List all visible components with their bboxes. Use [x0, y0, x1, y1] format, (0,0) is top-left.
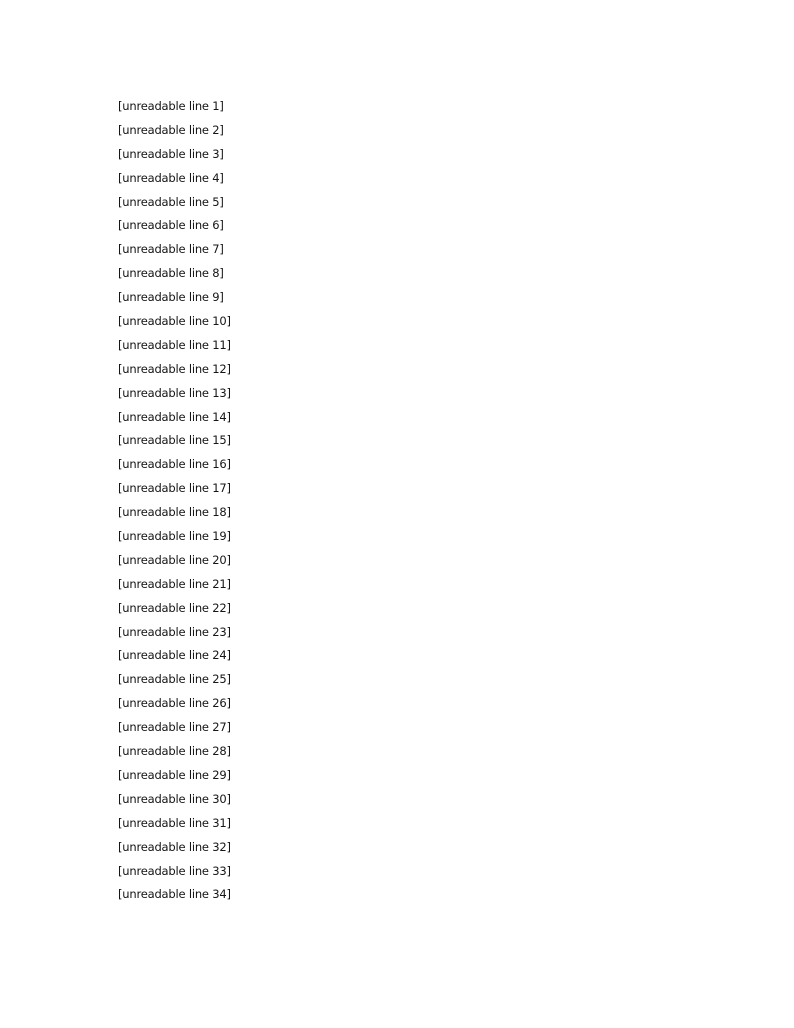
text-line: [unreadable line 6] [118, 218, 224, 233]
text-line: [unreadable line 18] [118, 505, 231, 520]
text-line: [unreadable line 7] [118, 242, 224, 257]
text-line: [unreadable line 17] [118, 481, 231, 496]
text-line: [unreadable line 25] [118, 672, 231, 687]
text-line: [unreadable line 11] [118, 337, 231, 352]
text-line: [unreadable line 26] [118, 696, 231, 711]
text-line: [unreadable line 12] [118, 361, 231, 376]
text-line: [unreadable line 8] [118, 266, 224, 281]
text-line: [unreadable line 27] [118, 720, 231, 735]
text-line: [unreadable line 2] [118, 122, 224, 137]
text-line: [unreadable line 4] [118, 170, 224, 185]
text-line: [unreadable line 22] [118, 600, 231, 615]
text-line: [unreadable line 15] [118, 433, 231, 448]
text-line: [unreadable line 29] [118, 767, 231, 782]
text-line: [unreadable line 13] [118, 385, 231, 400]
text-line: [unreadable line 10] [118, 314, 231, 329]
text-line: [unreadable line 23] [118, 624, 231, 639]
text-line: [unreadable line 21] [118, 576, 231, 591]
text-line: [unreadable line 32] [118, 839, 231, 854]
text-line: [unreadable line 30] [118, 791, 231, 806]
text-line: [unreadable line 31] [118, 815, 231, 830]
text-line: [unreadable line 14] [118, 409, 231, 424]
text-line: [unreadable line 24] [118, 648, 231, 663]
text-line: [unreadable line 28] [118, 744, 231, 759]
text-line: [unreadable line 5] [118, 194, 224, 209]
text-line: [unreadable line 34] [118, 887, 231, 902]
text-line: [unreadable line 1] [118, 99, 224, 113]
text-line: [unreadable line 16] [118, 457, 231, 472]
text-line: [unreadable line 19] [118, 529, 231, 544]
text-line: [unreadable line 3] [118, 146, 224, 161]
text-line: [unreadable line 33] [118, 863, 231, 878]
text-line: [unreadable line 20] [118, 552, 231, 567]
text-line: [unreadable line 9] [118, 290, 224, 305]
body-text [118, 95, 676, 907]
